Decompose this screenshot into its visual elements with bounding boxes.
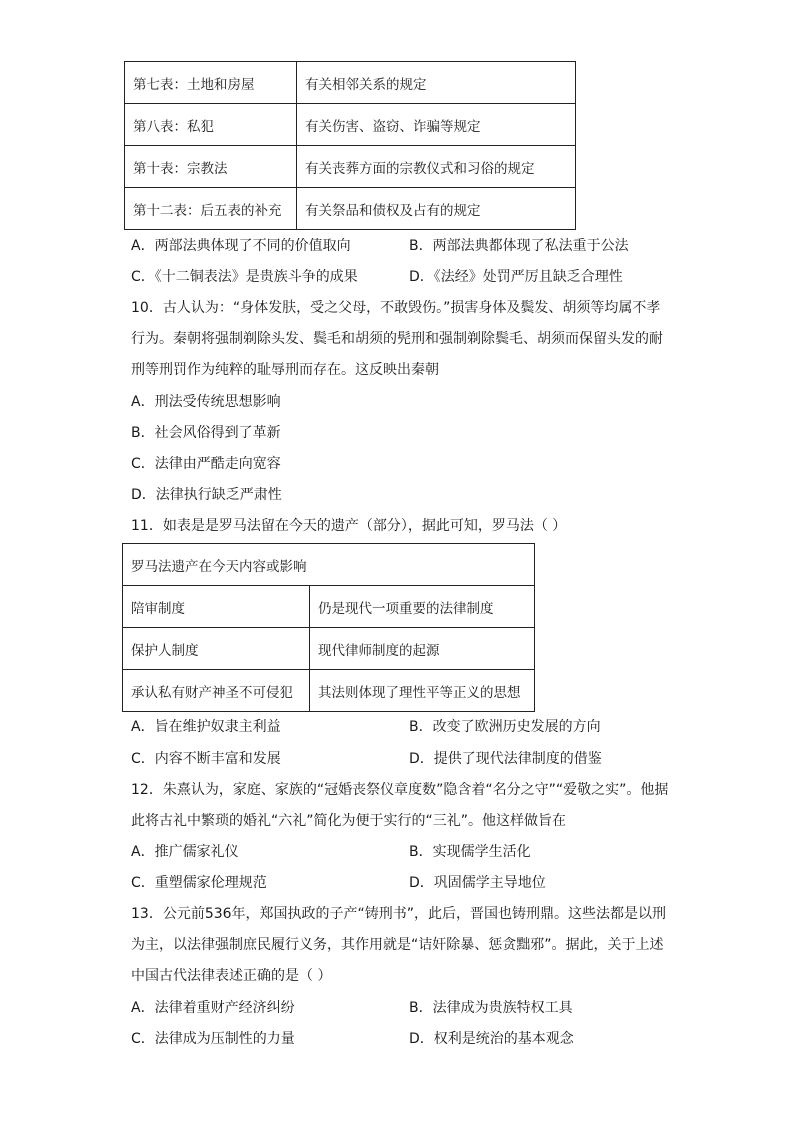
q10-option-d: D．法律执行缺乏严肃性: [131, 487, 282, 503]
q12-option-d: D．巩固儒学主导地位: [409, 875, 546, 891]
table-cell: 第十表：宗教法: [125, 146, 297, 188]
q11-option-a: A．旨在维护奴隶主利益: [131, 719, 281, 735]
table-cell: 仍是现代一项重要的法律制度: [310, 586, 535, 628]
table-cell: 现代律师制度的起源: [310, 628, 535, 670]
twelve-tables-table: [124, 61, 576, 230]
q13-stem-line: 13．公元前536年，郑国执政的子产“铸刑书”，此后，晋国也铸刑鼎。这些法都是以刑: [131, 906, 667, 922]
q10-option-b: B．社会风俗得到了革新: [131, 425, 281, 441]
table-cell: 第七表：土地和房屋: [125, 62, 297, 104]
table-cell: 第八表：私犯: [125, 104, 297, 146]
q13-option-d: D．权利是统治的基本观念: [409, 1031, 574, 1047]
q12-option-b: B．实现儒学生活化: [409, 844, 531, 860]
table-cell: 其法则体现了理性平等正义的思想: [310, 670, 535, 712]
q9-option-c: C．《十二铜表法》是贵族斗争的成果: [131, 269, 358, 285]
q10-option-a: A．刑法受传统思想影响: [131, 394, 281, 410]
q12-stem-line: 此将古礼中繁琐的婚礼“六礼”简化为便于实行的“三礼”。他这样做旨在: [131, 813, 567, 829]
q13-option-b: B．法律成为贵族特权工具: [409, 1000, 573, 1016]
q11-option-b: B．改变了欧洲历史发展的方向: [409, 719, 601, 735]
table-cell: 陪审制度: [123, 586, 310, 628]
q13-stem-line: 中国古代法律表述正确的是（ ）: [131, 968, 332, 984]
table-cell: 有关丧葬方面的宗教仪式和习俗的规定: [297, 146, 576, 188]
q11-option-d: D．提供了现代法律制度的借鉴: [409, 751, 602, 767]
table-cell: 有关相邻关系的规定: [297, 62, 576, 104]
q13-option-c: C．法律成为压制性的力量: [131, 1031, 295, 1047]
q13-stem-line: 为主，以法律强制庶民履行义务，其作用就是“诘奸除暴、惩贪黜邪”。据此，关于上述: [131, 937, 664, 953]
table-row: [125, 104, 576, 146]
q12-option-c: C．重塑儒家伦理规范: [131, 875, 267, 891]
table-row: [125, 146, 576, 188]
table-cell: 有关伤害、盗窃、诈骗等规定: [297, 104, 576, 146]
q10-stem-line: 10．古人认为：“身体发肤，受之父母，不敢毁伤。”损害身体及鬓发、胡须等均属不孝: [131, 300, 661, 316]
q9-option-a: A．两部法典体现了不同的价值取向: [131, 238, 351, 254]
table-header-cell: 罗马法遗产在今天内容或影响: [123, 544, 535, 586]
q10-option-c: C．法律由严酷走向宽容: [131, 456, 281, 472]
table-cell: 第十二表：后五表的补充: [125, 188, 297, 230]
table-row: [123, 586, 535, 628]
q13-option-a: A．法律着重财产经济纠纷: [131, 1000, 295, 1016]
table-row: [125, 188, 576, 230]
table-cell: 保护人制度: [123, 628, 310, 670]
q10-stem-line: 行为。秦朝将强制剃除头发、鬓毛和胡须的髡刑和强制剃除鬓毛、胡须而保留头发的耐: [131, 331, 663, 347]
table-row: [123, 628, 535, 670]
q11-option-c: C．内容不断丰富和发展: [131, 751, 281, 767]
q10-stem-line: 刑等刑罚作为纯粹的耻辱刑而存在。这反映出秦朝: [131, 362, 439, 378]
roman-law-legacy-table: [122, 543, 535, 712]
table-row: [125, 62, 576, 104]
table-cell: 承认私有财产神圣不可侵犯: [123, 670, 310, 712]
table-row: [123, 670, 535, 712]
table-row: [123, 544, 535, 586]
q11-stem: 11．如表是是罗马法留在今天的遗产（部分），据此可知，罗马法（ ）: [131, 518, 567, 534]
q9-option-d: D．《法经》处罚严厉且缺乏合理性: [409, 269, 623, 285]
q12-stem-line: 12．朱熹认为，家庭、家族的“冠婚丧祭仪章度数”隐含着“名分之守”“爱敬之实”。他据: [131, 782, 669, 798]
q12-option-a: A．推广儒家礼仪: [131, 844, 239, 860]
q9-option-b: B．两部法典都体现了私法重于公法: [409, 238, 629, 254]
table-cell: 有关祭品和债权及占有的规定: [297, 188, 576, 230]
